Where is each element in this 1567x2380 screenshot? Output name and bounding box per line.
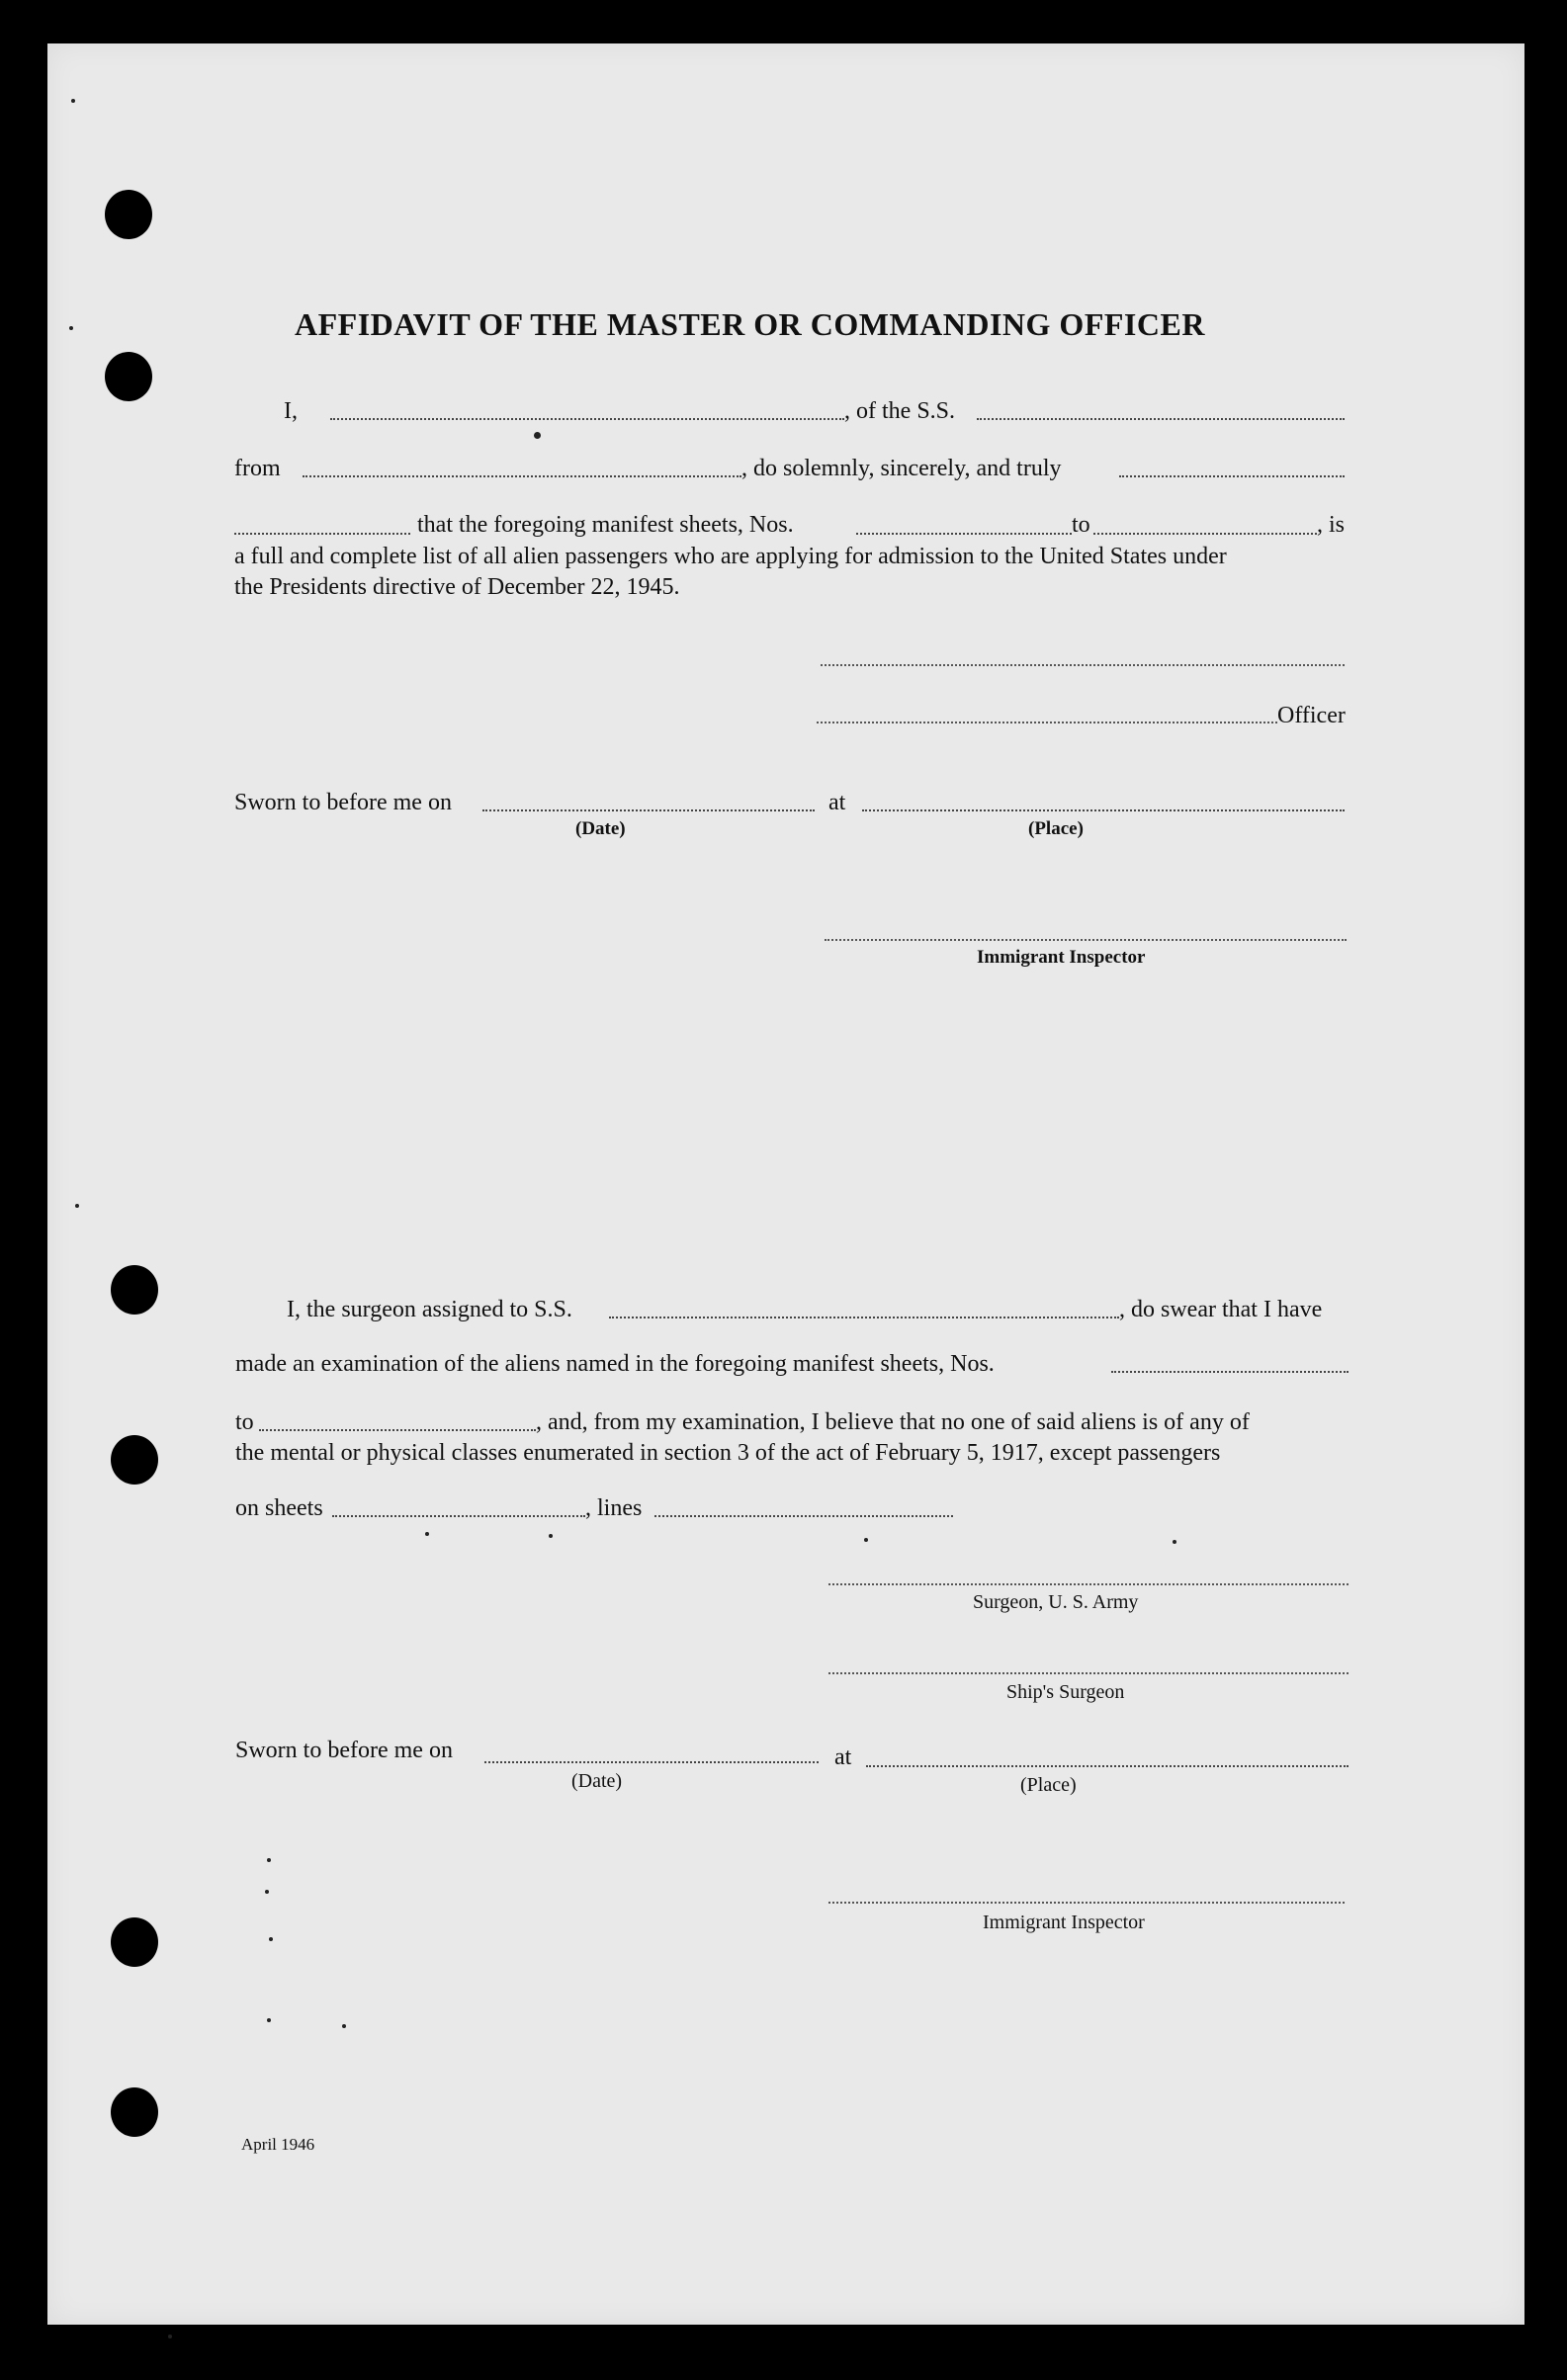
punch-hole [111,1917,158,1967]
scan-speck [549,1534,553,1538]
master-sworn-place-field[interactable] [862,809,1345,811]
scan-speck [69,326,73,330]
officer-signature-line[interactable] [817,722,1277,723]
surgeon-line5-mid: , lines [585,1495,643,1521]
master-signature-line[interactable] [821,664,1345,666]
punch-hole [105,352,152,401]
surgeon-lines-field[interactable] [654,1515,953,1517]
surgeon-line3-end: , and, from my examination, I believe that no one of said aliens is of any of [536,1409,1250,1435]
surgeon-sworn-place-field[interactable] [866,1765,1349,1767]
surgeon-inspector-caption: Immigrant Inspector [983,1912,1145,1933]
ink-speck [534,432,541,439]
surgeon-inspector-signature-line[interactable] [828,1902,1345,1904]
master-line4: a full and complete list of all alien passengers who are applying for admission to the United States under [234,544,1227,569]
ship-surgeon-caption: Ship's Surgeon [1006,1681,1125,1703]
punch-hole [111,1265,158,1315]
master-line3-to: to [1072,512,1090,538]
surgeon-sworn-date-field[interactable] [484,1761,819,1763]
punch-hole [111,2087,158,2137]
footer-date: April 1946 [241,2135,315,2154]
scan-speck [1173,1540,1176,1544]
master-line2-mid: , do solemnly, sincerely, and truly [741,456,1062,481]
master-date-caption: (Date) [575,818,626,839]
punch-hole [105,190,152,239]
surgeon-line2: made an examination of the aliens named in the foregoing manifest sheets, Nos. [235,1351,995,1377]
scan-speck [425,1532,429,1536]
scan-speck [269,1937,273,1941]
master-place-caption: (Place) [1028,818,1084,839]
master-line3-mid: that the foregoing manifest sheets, Nos. [417,512,794,538]
master-line2-start: from [234,456,281,481]
master-ship-field[interactable] [977,418,1345,420]
master-name-field[interactable] [330,418,844,420]
surgeon-sheets-field[interactable] [332,1515,585,1517]
master-oath-field[interactable] [1119,475,1345,477]
surgeon-line1-start: I, the surgeon assigned to S.S. [287,1297,572,1322]
master-line3-end: , is [1317,512,1346,538]
army-surgeon-signature-line[interactable] [828,1583,1349,1585]
surgeon-line3-start: to [235,1409,254,1435]
surgeon-line1-end: , do swear that I have [1119,1297,1323,1322]
army-surgeon-caption: Surgeon, U. S. Army [973,1591,1139,1613]
master-nos-from-field[interactable] [856,533,1072,535]
scan-speck [267,1858,271,1862]
surgeon-at-label: at [834,1744,852,1770]
scan-speck [265,1890,269,1894]
scan-speck [75,1204,79,1208]
master-at-label: at [828,790,846,815]
scan-speck [71,99,75,103]
master-inspector-caption: Immigrant Inspector [977,947,1146,968]
surgeon-line5-start: on sheets [235,1495,323,1521]
form-sheet [47,43,1524,2325]
surgeon-line4: the mental or physical classes enumerated in section 3 of the act of February 5, 1917, except passengers [235,1440,1221,1466]
master-line1-mid: , of the S.S. [844,398,956,424]
master-nos-to-field[interactable] [1093,533,1317,535]
form-title: AFFIDAVIT OF THE MASTER OR COMMANDING OFFICER [295,306,1205,342]
surgeon-sworn-label: Sworn to before me on [235,1738,453,1763]
scan-speck [864,1538,868,1542]
master-line1-start: I, [284,398,298,424]
ship-surgeon-signature-line[interactable] [828,1672,1349,1674]
scan-speck [168,2335,172,2338]
master-from-field[interactable] [303,475,741,477]
surgeon-ship-field[interactable] [609,1317,1119,1318]
master-sworn-date-field[interactable] [482,809,815,811]
scan-speck [267,2018,271,2022]
scan-speck [342,2024,346,2028]
master-line5: the Presidents directive of December 22, 1945. [234,574,680,600]
master-oath-field-2[interactable] [234,533,410,535]
officer-label: Officer [1277,703,1346,728]
surgeon-nos-from-field[interactable] [1111,1371,1349,1373]
surgeon-date-caption: (Date) [571,1770,623,1792]
master-inspector-signature-line[interactable] [825,939,1347,941]
surgeon-place-caption: (Place) [1020,1774,1077,1796]
punch-hole [111,1435,158,1485]
master-sworn-label: Sworn to before me on [234,790,452,815]
surgeon-nos-to-field[interactable] [259,1429,536,1431]
